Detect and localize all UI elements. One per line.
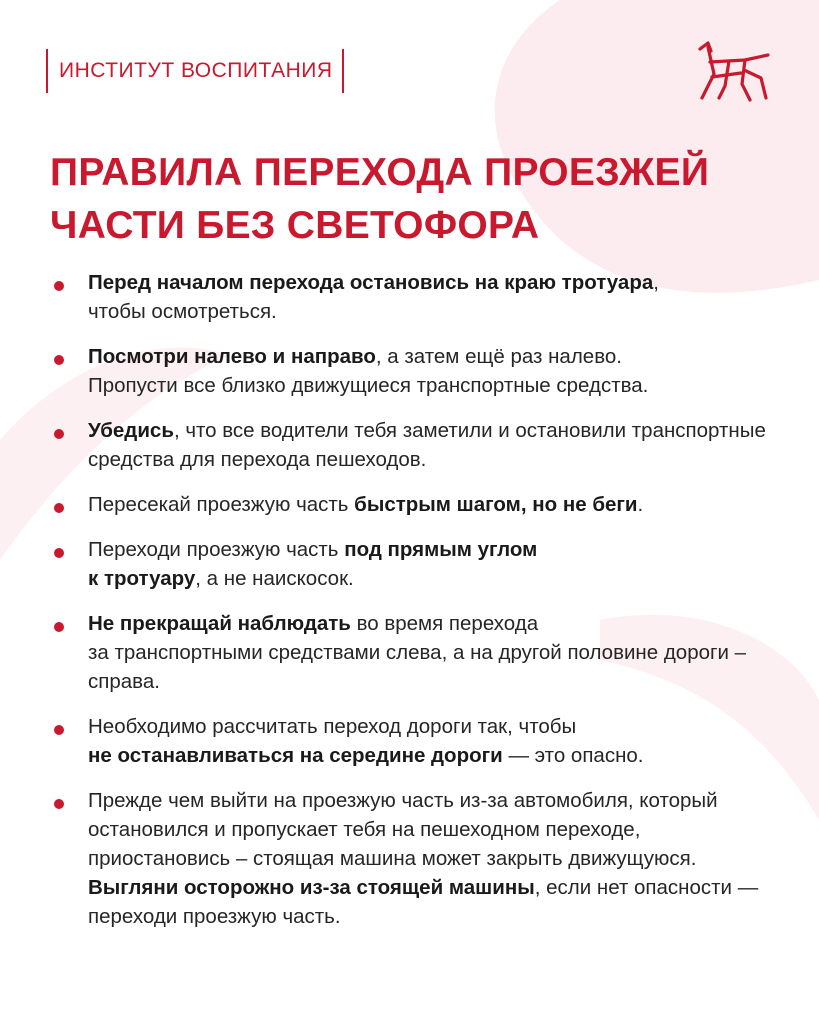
rule-bold: Не прекращай наблюдать bbox=[88, 612, 351, 635]
rule-fast-walk bbox=[50, 490, 780, 519]
bullet-dot bbox=[54, 622, 64, 632]
rule-drivers-noticed bbox=[50, 416, 780, 474]
rule-text: , если нет опасности — переходи проезжую часть. bbox=[88, 876, 759, 928]
bullet-dot bbox=[54, 429, 64, 439]
bullet-dot bbox=[54, 281, 64, 291]
title-line-1: ПРАВИЛА ПЕРЕХОДА ПРОЕЗЖЕЙ bbox=[50, 151, 710, 194]
rule-text: . bbox=[637, 493, 644, 516]
rule-text: за транспортными средствами слева, а на другой половине дороги – справа. bbox=[88, 641, 747, 693]
page-title bbox=[50, 146, 709, 252]
rule-text: Переходи проезжую часть bbox=[88, 538, 345, 561]
bullet-dot bbox=[54, 799, 64, 809]
rule-bold: под прямым углом bbox=[344, 538, 538, 561]
institute-horse-logo-icon bbox=[695, 40, 771, 102]
bullet-dot bbox=[54, 355, 64, 365]
title-line-2: ЧАСТИ БЕЗ СВЕТОФОРА bbox=[50, 204, 540, 247]
rule-no-middle-stop bbox=[50, 712, 780, 770]
rule-right-angle bbox=[50, 535, 780, 593]
rule-text: Пропусти все близко движущиеся транспортные средства. bbox=[88, 374, 649, 397]
rule-text: , что все водители тебя заметили и остановили транспортные средства для перехода пешеходов. bbox=[88, 419, 766, 471]
rule-keep-watching bbox=[50, 609, 780, 696]
rule-text: чтобы осмотреться. bbox=[88, 300, 277, 323]
rule-look-both-ways bbox=[50, 342, 780, 400]
rule-bold: Убедись bbox=[88, 419, 174, 442]
rule-text: Прежде чем выйти на проезжую часть из-за автомобиля, который остановился и пропускает тебя на пешеходном переходе, приостановись – стоящая машина может закрыть движущуюся. bbox=[88, 789, 718, 870]
rule-bold: Перед началом перехода остановись на краю тротуара bbox=[88, 271, 654, 294]
rule-text: , а не наискосок. bbox=[195, 567, 354, 590]
bullet-dot bbox=[54, 548, 64, 558]
rule-text: во время перехода bbox=[350, 612, 539, 635]
header-divider-right bbox=[342, 49, 344, 93]
rule-text: , а затем ещё раз налево. bbox=[375, 345, 622, 368]
rule-bold: Выгляни осторожно из-за стоящей машины bbox=[88, 876, 535, 899]
bullet-dot bbox=[54, 503, 64, 513]
bullet-dot bbox=[54, 725, 64, 735]
rule-text: — это опасно. bbox=[502, 744, 644, 767]
rules-list bbox=[50, 268, 780, 931]
rule-bold: не останавливаться на середине дороги bbox=[88, 744, 503, 767]
rule-stopped-car bbox=[50, 786, 780, 931]
rule-bold: Посмотри налево и направо bbox=[88, 345, 376, 368]
rule-bold: к тротуару bbox=[88, 567, 196, 590]
rule-stop-at-curb bbox=[50, 268, 780, 326]
rule-text: Необходимо рассчитать переход дороги так, чтобы bbox=[88, 715, 577, 738]
institute-header bbox=[46, 49, 344, 93]
institute-name: ИНСТИТУТ ВОСПИТАНИЯ bbox=[59, 59, 333, 82]
rule-text: Пересекай проезжую часть bbox=[88, 493, 355, 516]
rule-bold: быстрым шагом, но не беги bbox=[354, 493, 638, 516]
rule-text: , bbox=[653, 271, 659, 294]
